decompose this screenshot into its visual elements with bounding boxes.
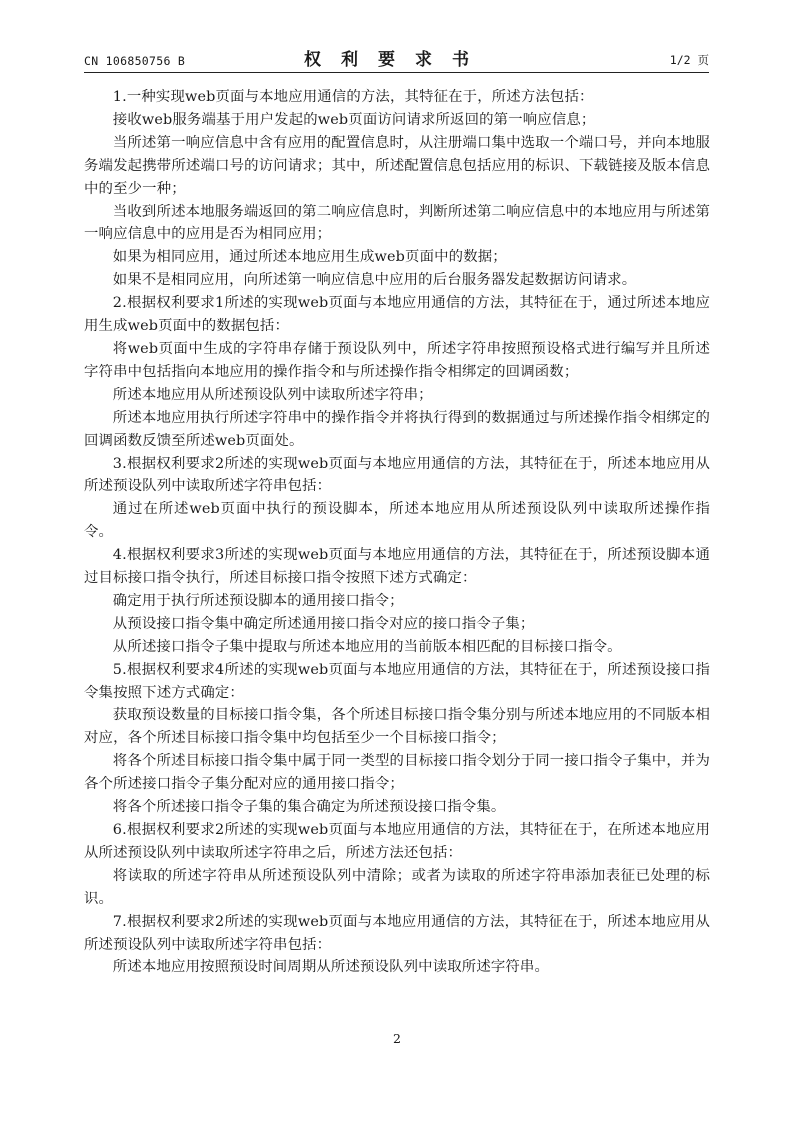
claim-paragraph: 所述本地应用从所述预设队列中读取所述字符串； — [112, 386, 433, 403]
claim-paragraph: 3.根据权利要求2所述的实现web页面与本地应用通信的方法，其特征在于，所述本地应用从所述预设队列中读取所述字符串包括： — [84, 455, 710, 495]
claim-paragraph: 如果不是相同应用，向所述第一响应信息中应用的后台服务器发起数据访问请求。 — [112, 272, 637, 289]
publication-number: CN 106850756 B — [84, 54, 186, 68]
claim-paragraph: 将web页面中生成的字符串存储于预设队列中，所述字符串按照预设格式进行编写并且所述字符串中包括指向本地应用的操作指令和与所述操作指令相绑定的回调函数； — [84, 340, 710, 380]
claim-paragraph: 确定用于执行所述预设脚本的通用接口指令； — [112, 592, 404, 609]
claim-paragraph: 4.根据权利要求3所述的实现web页面与本地应用通信的方法，其特征在于，所述预设脚本通过目标接口指令执行，所述目标接口指令按照下述方式确定： — [84, 547, 710, 587]
claim-paragraph: 如果为相同应用，通过所述本地应用生成web页面中的数据； — [112, 249, 507, 266]
claim-paragraph: 1.一种实现web页面与本地应用通信的方法，其特征在于，所述方法包括： — [112, 89, 594, 105]
claim-paragraph: 7.根据权利要求2所述的实现web页面与本地应用通信的方法，其特征在于，所述本地应用从所述预设队列中读取所述字符串包括： — [84, 913, 710, 953]
claim-paragraph: 所述本地应用执行所述字符串中的操作指令并将执行得到的数据通过与所述操作指令相绑定的回调函数反馈至所述web页面处。 — [84, 409, 710, 449]
page-number: 2 — [393, 1031, 401, 1046]
document-title: 权利要求书 — [304, 50, 489, 70]
claim-paragraph: 当收到所述本地服务端返回的第二响应信息时，判断所述第二响应信息中的本地应用与所述第一响应信息中的应用是否为相同应用； — [84, 203, 710, 243]
claim-paragraph: 所述本地应用按照预设时间周期从所述预设队列中读取所述字符串。 — [112, 959, 550, 976]
page-count: 1/2 页 — [669, 53, 709, 67]
claim-paragraph: 将各个所述接口指令子集的集合确定为所述预设接口指令集。 — [112, 799, 506, 816]
claim-paragraph: 5.根据权利要求4所述的实现web页面与本地应用通信的方法，其特征在于，所述预设接口指令集按照下述方式确定： — [84, 661, 710, 701]
claim-paragraph: 通过在所述web页面中执行的预设脚本，所述本地应用从所述预设队列中读取所述操作指令。 — [84, 501, 710, 541]
claim-paragraph: 从所述接口指令子集中提取与所述本地应用的当前版本相匹配的目标接口指令。 — [112, 638, 622, 655]
claim-paragraph: 当所述第一响应信息中含有应用的配置信息时，从注册端口集中选取一个端口号，并向本地服务端发起携带所述端口号的访问请求；其中，所述配置信息包括应用的标识、下载链接及版本信息中的至少一种； — [84, 134, 710, 197]
header-rule — [84, 72, 709, 73]
claim-paragraph: 获取预设数量的目标接口指令集，各个所述目标接口指令集分别与所述本地应用的不同版本相对应，各个所述目标接口指令集中均包括至少一个目标接口指令； — [84, 707, 710, 747]
claim-paragraph: 将读取的所述字符串从所述预设队列中清除；或者为读取的所述字符串添加表征已处理的标识。 — [84, 867, 710, 907]
claim-paragraph: 将各个所述目标接口指令集中属于同一类型的目标接口指令划分于同一接口指令子集中，并为各个所述接口指令子集分配对应的通用接口指令； — [84, 753, 710, 793]
claims-body — [84, 86, 710, 979]
claim-paragraph: 从预设接口指令集中确定所述通用接口指令对应的接口指令子集； — [112, 615, 535, 632]
claim-paragraph: 6.根据权利要求2所述的实现web页面与本地应用通信的方法，其特征在于，在所述本地应用从所述预设队列中读取所述字符串之后，所述方法还包括： — [84, 822, 710, 861]
claim-paragraph: 2.根据权利要求1所述的实现web页面与本地应用通信的方法，其特征在于，通过所述本地应用生成web页面中的数据包括： — [84, 295, 710, 335]
claim-paragraph: 接收web服务端基于用户发起的web页面访问请求所返回的第一响应信息； — [112, 111, 596, 128]
page-header — [84, 44, 709, 72]
